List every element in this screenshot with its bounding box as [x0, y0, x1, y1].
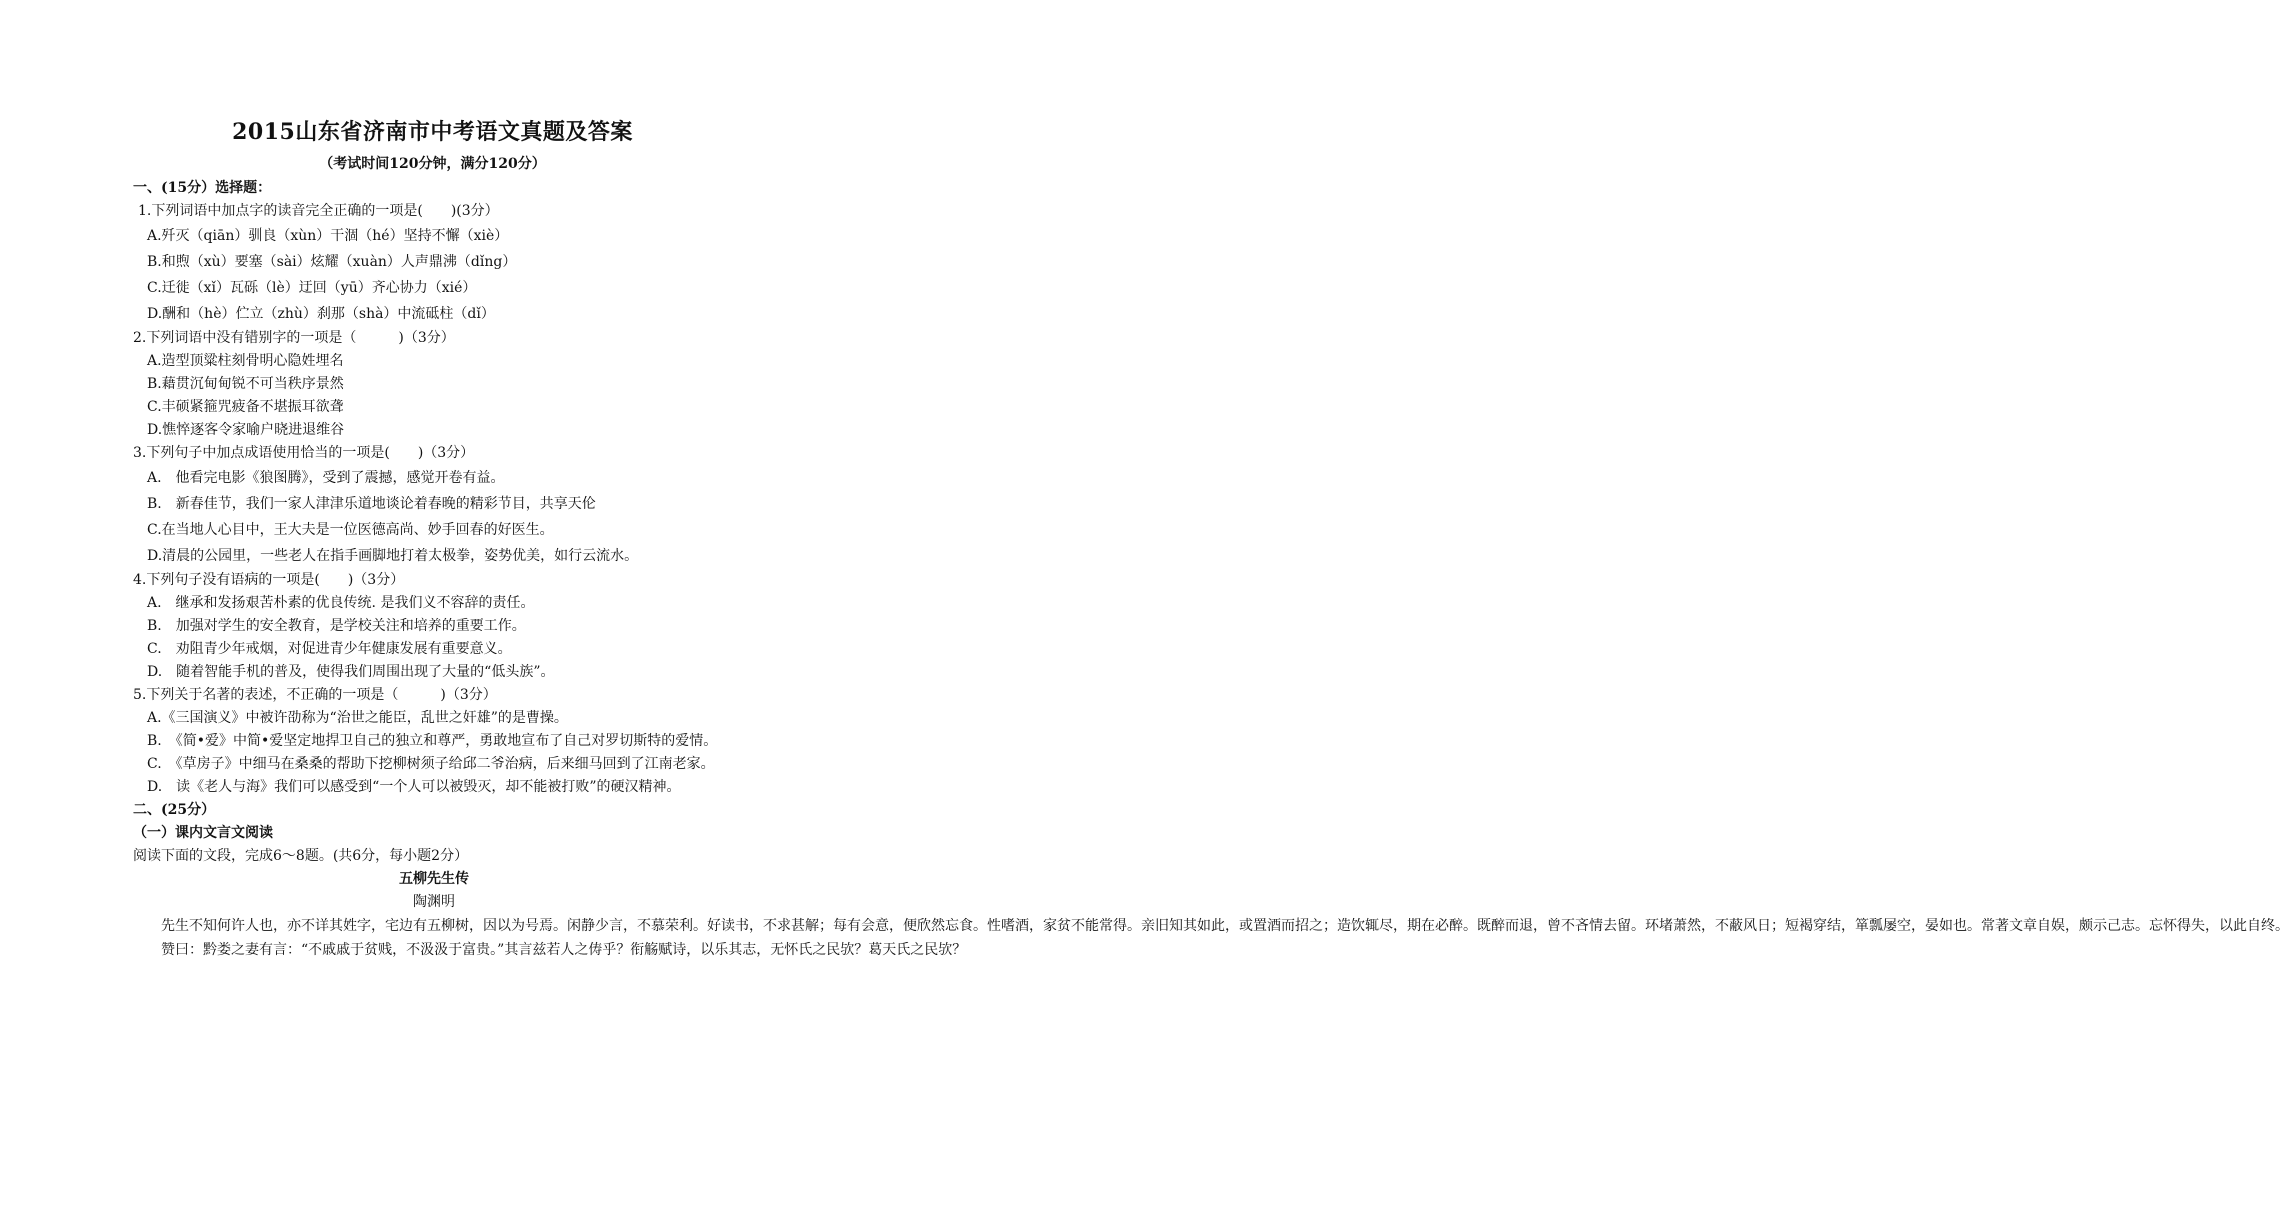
- question-5-stem: 5.下列关于名著的表述，不正确的一项是（ )（3分）: [133, 687, 497, 703]
- question-3-option-c: C.在当地人心目中，王大夫是一位医德高尚、妙手回春的好医生。: [147, 522, 554, 538]
- question-4-stem: 4.下列句子没有语病的一项是( )（3分）: [133, 572, 405, 588]
- section-2-heading: 二、(25分）: [133, 802, 216, 818]
- question-5-option-d: D. 读《老人与海》我们可以感受到“一个人可以被毁灭，却不能被打败”的硬汉精神。: [147, 779, 681, 795]
- question-1-stem: 1.下列词语中加点字的读音完全正确的一项是( )(3分）: [138, 203, 499, 219]
- passage-paragraph-2: 赞曰：黔娄之妻有言：“不戚戚于贫贱，不汲汲于富贵。”其言兹若人之俦乎？衔觞赋诗，以乐其志，无怀氏之民欤？葛天氏之民欤？: [161, 942, 967, 958]
- passage-author: 陶渊明: [413, 894, 455, 910]
- question-3-stem: 3.下列句子中加点成语使用恰当的一项是( )（3分）: [133, 445, 475, 461]
- question-2-option-d: D.憔悴逐客令家喻户晓进退维谷: [147, 422, 345, 438]
- passage-paragraph-1: 先生不知何许人也，亦不详其姓字，宅边有五柳树，因以为号焉。闲静少言，不慕荣利。好读书，不求甚解；每有会意，便欣然忘食。性嗜酒，家贫不能常得。亲旧知其如此，或置酒而招之；造饮辄尽，期在必醉。既醉而退，曾不吝情去留。环堵萧然，不蔽风日；短褐穿结，箪瓢屡空，晏如也。常著文章自娱，颇示己志。忘怀得失，以此自终。: [161, 918, 2289, 934]
- question-3-option-b: B. 新春佳节，我们一家人津津乐道地谈论着春晚的精彩节目，共享天伦: [147, 496, 596, 512]
- question-2-option-a: A.造型顶粱柱刻骨明心隐姓埋名: [147, 353, 344, 369]
- question-5-option-b: B. 《简•爱》中简•爱坚定地捍卫自己的独立和尊严，勇敢地宣布了自己对罗切斯特的爱情。: [147, 733, 718, 749]
- document-subtitle: （考试时间120分钟，满分120分）: [319, 156, 546, 172]
- document-title: 2015山东省济南市中考语文真题及答案: [232, 119, 633, 145]
- question-5-option-a: A.《三国演义》中被许劭称为“治世之能臣，乱世之奸雄”的是曹操。: [147, 710, 568, 726]
- question-3-option-d: D.清晨的公园里，一些老人在指手画脚地打着太极拳，姿势优美，如行云流水。: [147, 548, 639, 564]
- question-2-option-b: B.藉贯沉甸甸锐不可当秩序景然: [147, 376, 344, 392]
- document-body: [133, 177, 2289, 962]
- question-1-option-b: B.和煦（xù）要塞（sài）炫耀（xuàn）人声鼎沸（dǐng）: [147, 254, 517, 270]
- section-2-subheading: （一）课内文言文阅读: [133, 825, 273, 841]
- question-2-stem: 2.下列词语中没有错别字的一项是（ )（3分）: [133, 330, 455, 346]
- section-1-heading: 一、(15分）选择题：: [133, 180, 272, 196]
- q1-a-seg: A.歼灭（qiān）驯良（xùn）干涸（hé）坚持不懈（xiè）: [147, 228, 509, 244]
- question-4-option-a: A. 继承和发扬艰苦朴素的优良传统. 是我们义不容辞的责任。: [147, 595, 535, 611]
- question-1-option-a: [133, 223, 735, 249]
- question-3-option-a: A. 他看完电影《狼图腾》，受到了震撼，感觉开卷有益。: [147, 470, 505, 486]
- question-4-option-d: D. 随着智能手机的普及，使得我们周围出现了大量的“低头族”。: [147, 664, 555, 680]
- reading-instructions: 阅读下面的文段，完成6～8题。(共6分，每小题2分）: [133, 848, 469, 864]
- question-4-option-c: C. 劝阻青少年戒烟，对促进青少年健康发展有重要意义。: [147, 641, 512, 657]
- question-1-option-c: C.迁徙（xǐ）瓦砾（lè）迂回（yū）齐心协力（xié）: [147, 280, 477, 296]
- question-2-option-c: C.丰硕紧箍咒疲备不堪振耳欲聋: [147, 399, 344, 415]
- question-4-option-b: B. 加强对学生的安全教育，是学校关注和培养的重要工作。: [147, 618, 526, 634]
- passage-title: 五柳先生传: [399, 871, 469, 887]
- question-5-option-c: C. 《草房子》中细马在桑桑的帮助下挖柳树须子给邱二爷治病，后来细马回到了江南老家。: [147, 756, 715, 772]
- question-1-option-d: D.酬和（hè）伫立（zhù）刹那（shà）中流砥柱（dǐ）: [147, 306, 495, 322]
